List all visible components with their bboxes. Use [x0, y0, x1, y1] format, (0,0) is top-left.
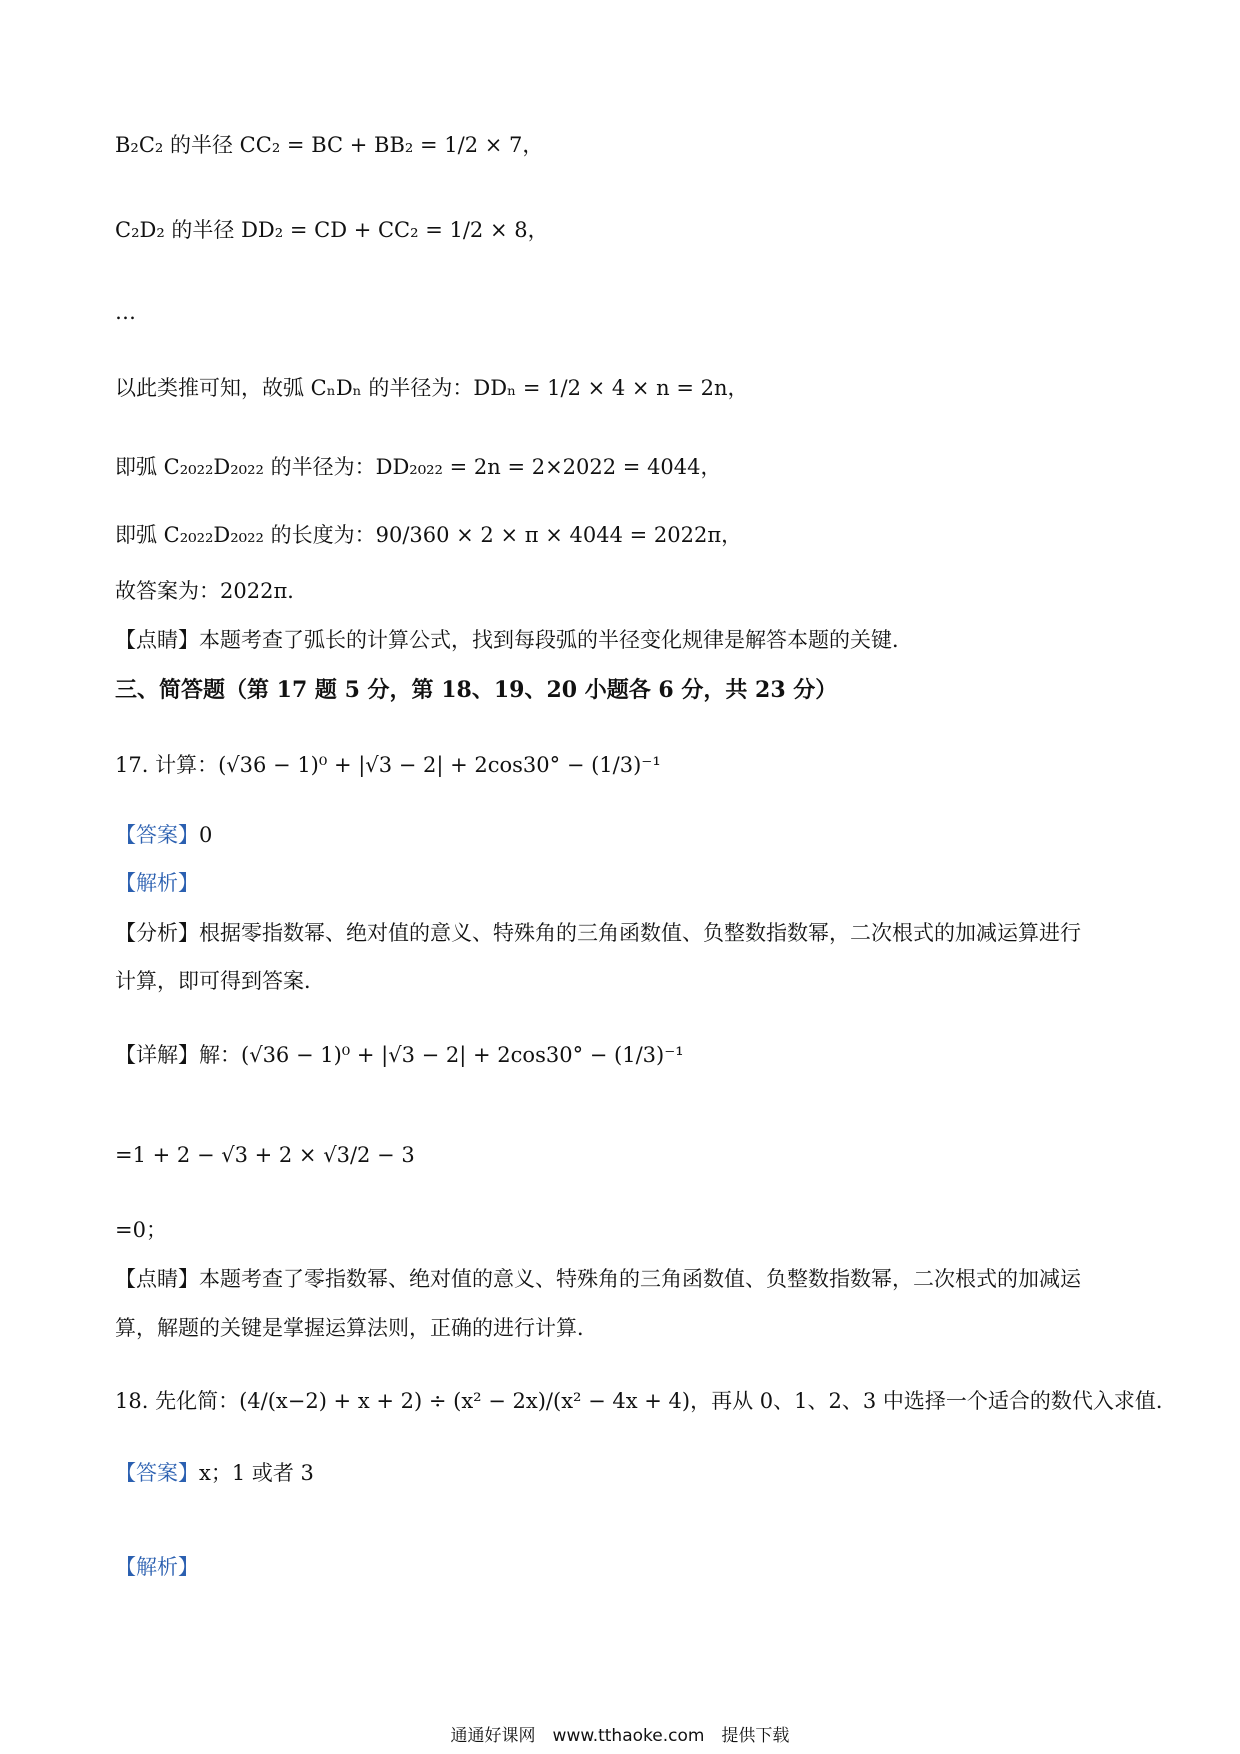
- analysis-tag-18: 【解析】: [115, 1555, 199, 1579]
- answer-17: [115, 820, 1125, 850]
- comment-line-2: 【点睛】本题考查了零指数幂、绝对值的意义、特殊角的三角函数值、负整数指数幂，二次根式的加减运: [115, 1267, 1081, 1291]
- comment-line-1: 【点睛】本题考查了弧长的计算公式，找到每段弧的半径变化规律是解答本题的关键．: [115, 628, 913, 652]
- text-line-3: 以此类推可知，故弧 CₙDₙ 的半径为：DDₙ = 1/2 × 4 × n = 2n，: [115, 376, 749, 400]
- text-line-2: C₂D₂ 的半径 DD₂ = CD + CC₂ = 1/2 × 8，: [115, 218, 549, 242]
- question-18: 18. 先化简：(4/(x−2) + x + 2) ÷ (x² − 2x)/(x² − 4x + 4)，再从 0、1、2、3 中选择一个适合的数代入求值．: [115, 1389, 1177, 1413]
- answer-tag-18: 【答案】: [115, 1461, 199, 1485]
- answer-tag: 【答案】: [115, 823, 199, 847]
- section-title: 三、简答题（第 17 题 5 分，第 18、19、20 小题各 6 分，共 23 分）: [115, 677, 838, 703]
- analysis-tag-17: 【解析】: [115, 871, 199, 895]
- comment-line-3: 算，解题的关键是掌握运算法则，正确的进行计算．: [115, 1316, 598, 1340]
- ellipsis-line: …: [115, 300, 136, 324]
- footer: 通通好课网 www.tthaoke.com 提供下载: [450, 1726, 790, 1746]
- text-line-5: 即弧 C₂₀₂₂D₂₀₂₂ 的长度为：90/360 × 2 × π × 4044 = 2022π，: [115, 523, 743, 547]
- answer-result-line: 故答案为：2022π．: [115, 579, 309, 603]
- solution-line-3: =0；: [115, 1218, 167, 1242]
- solution-line-1: 【详解】解：(√36 − 1)⁰ + |√3 − 2| + 2cos30° − (1/3)⁻¹: [115, 1043, 684, 1067]
- analysis-text-1: 【分析】根据零指数幂、绝对值的意义、特殊角的三角函数值、负整数指数幂，二次根式的加减运算进行: [115, 921, 1081, 945]
- analysis-text-2: 计算，即可得到答案．: [115, 969, 325, 993]
- text-line-4: 即弧 C₂₀₂₂D₂₀₂₂ 的半径为：DD₂₀₂₂ = 2n = 2×2022 = 4044，: [115, 455, 722, 479]
- text-line-1: B₂C₂ 的半径 CC₂ = BC + BB₂ = 1/2 × 7，: [115, 133, 544, 157]
- answer-18-value: x；1 或者 3: [199, 1461, 314, 1485]
- solution-line-2: =1 + 2 − √3 + 2 × √3/2 − 3: [115, 1143, 415, 1167]
- answer-18: [115, 1458, 1125, 1488]
- answer-17-value: 0: [199, 823, 213, 847]
- question-17: 17. 计算：(√36 − 1)⁰ + |√3 − 2| + 2cos30° − (1/3)⁻¹: [115, 753, 661, 777]
